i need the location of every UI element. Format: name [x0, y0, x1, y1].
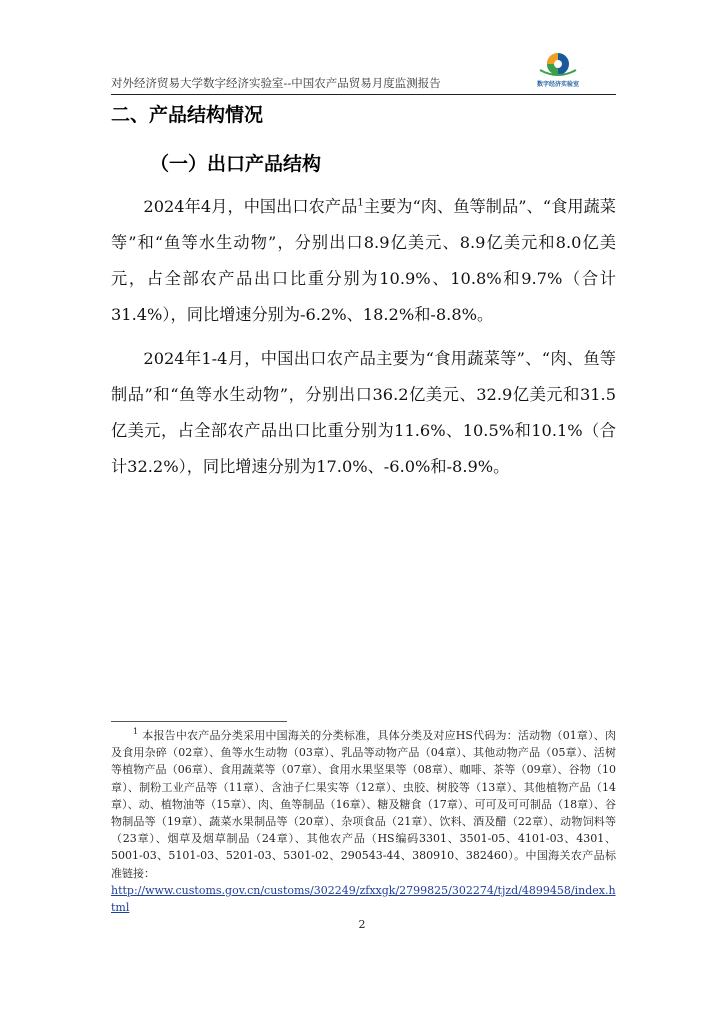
customs-link[interactable]: http://www.customs.gov.cn/customs/302249/zfxxgk/2799825/302274/tjzd/4899458/index.html [111, 883, 616, 915]
subsection-heading: （一）出口产品结构 [150, 153, 322, 175]
paragraph-text: 主要为“肉、鱼等制品”、“食用蔬菜等”和“鱼等水生动物”，分别出口8.9亿美元、8.9亿美元和8.0亿美元，占全部农产品出口比重分别为10.9%、10.8%和9.7%（合计31.4%），同比增速分别为-6.2%、18.2%和-8.8%。 [111, 197, 616, 324]
footnote-divider [111, 721, 287, 722]
section-heading: 二、产品结构情况 [111, 104, 264, 126]
paragraph-monthly-exports [111, 189, 616, 333]
logo-globe-icon [532, 50, 584, 80]
footnote [111, 727, 616, 916]
lab-logo [532, 50, 584, 88]
logo-text: 数字经济实验室 [536, 81, 579, 88]
header-title: 对外经济贸易大学数字经济实验室--中国农产品贸易月度监测报告 [111, 76, 441, 90]
footnote-mark: 1 [133, 727, 139, 737]
footnote-text: 本报告中农产品分类采用中国海关的分类标准，具体分类及对应HS代码为：活动物（01章）、肉及食用杂碎（02章）、鱼等水生动物（03章）、乳品等动物产品（04章）、其他动物产品（05章）、活树等植物产品（06章）、食用蔬菜等（07章）、食用水果坚果等（08章）、咖啡、茶等（09章）、谷物（10章）、制粉工业产品等（11章）、含油子仁果实等（12章）、虫胶、树胶等（13章）、其他植物产品（14章）、动、植物油等（15章）、肉、鱼等制品（16章）、糖及糖食（17章）、可可及可可制品（18章）、谷物制品等（19章）、蔬菜水果制品等（20章）、杂项食品（21章）、饮料、酒及醋（22章）、动物饲料等（23章）、烟草及烟草制品（24章）、其他农产品（HS编码3301、3501-05、4101-03、4301、5001-03、5101-03、5201-03、5301-02、290543-44、380910、382460）。中国海关农产品标准链接： [111, 729, 616, 880]
page-number: 2 [358, 918, 366, 931]
footnote-reference[interactable]: 1 [357, 197, 364, 209]
paragraph-text: 2024年4月，中国出口农产品 [143, 197, 358, 216]
paragraph-ytd-exports: 2024年1-4月，中国出口农产品主要为“食用蔬菜等”、“肉、鱼等制品”和“鱼等水生动物”，分别出口36.2亿美元、32.9亿美元和31.5亿美元，占全部农产品出口比重分别为11.6%、10.5%和10.1%（合计32.2%），同比增速分别为17.0%、-6.0%和-8.9%。 [111, 349, 616, 476]
